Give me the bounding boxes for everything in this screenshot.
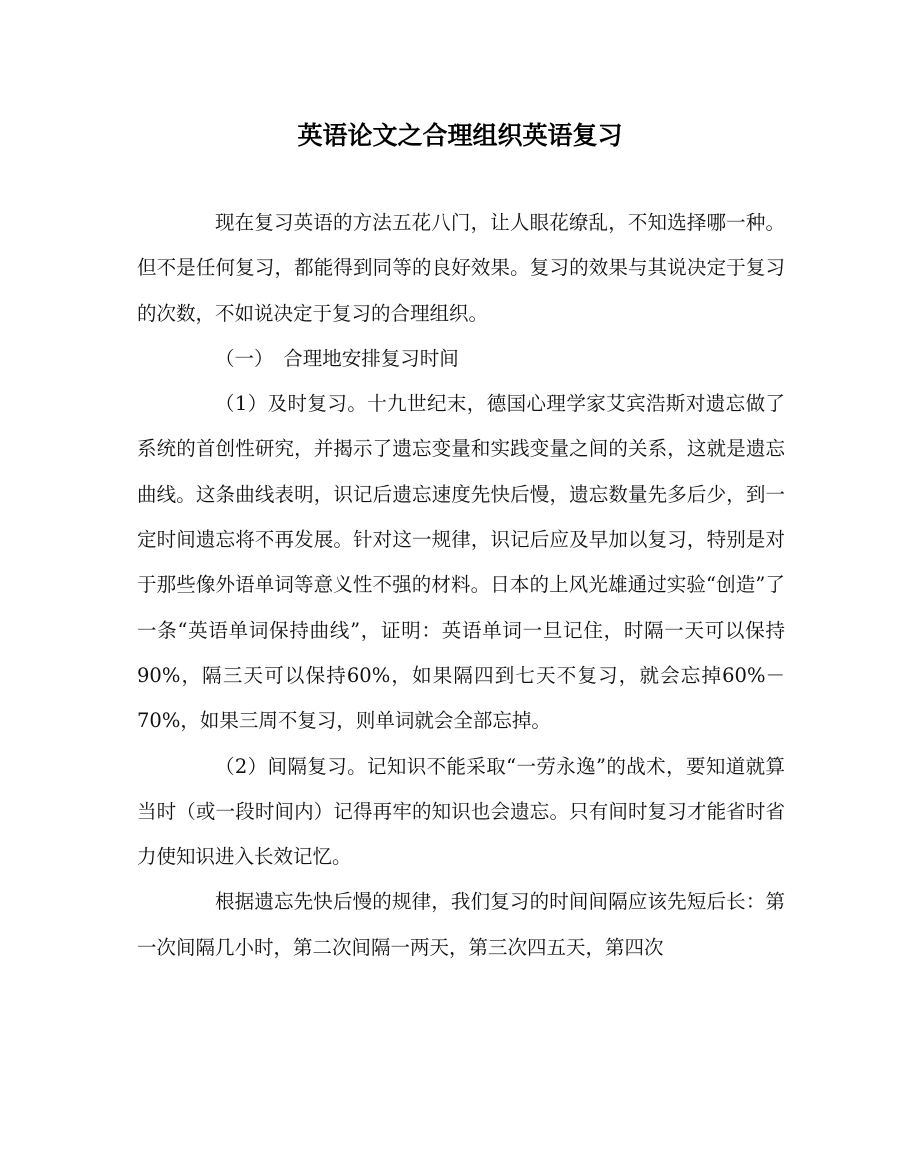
paragraph-intro: 现在复习英语的方法五花八门，让人眼花缭乱，不知选择哪一种。但不是任何复习，都能得到同等的良好效果。复习的效果与其说决定于复习的次数，不如说决定于复习的合理组织。 — [137, 211, 785, 325]
document-body — [137, 200, 785, 970]
paragraph-timely-review: （1）及时复习。十九世纪末，德国心理学家艾宾浩斯对遗忘做了系统的首创性研究，并揭示了遗忘变量和实践变量之间的关系，这就是遗忘曲线。这条曲线表明，识记后遗忘速度先快后慢，遗忘数量先多后少，到一定时间遗忘将不再发展。针对这一规律，识记后应及早加以复习，特别是对于那些像外语单词等意义性不强的材料。日本的上风光雄通过实验“创造”了一条“英语单词保持曲线”，证明：英语单词一旦记住，时隔一天可以保持90%，隔三天可以保持60%，如果隔四到七天不复习，就会忘掉60%－70%，如果三周不复习，则单词就会全部忘掉。 — [137, 392, 785, 733]
paragraph-interval-review: （2）间隔复习。记知识不能采取“一劳永逸”的战术，要知道就算当时（或一段时间内）记得再牢的知识也会遗忘。只有间时复习才能省时省力使知识进入长效记忆。 — [137, 754, 785, 869]
paragraph-interval-schedule: 根据遗忘先快后慢的规律，我们复习的时间间隔应该先短后长：第一次间隔几小时，第二次间隔一两天，第三次四五天，第四次 — [137, 890, 785, 959]
section-heading-review-time: （一） 合理地安排复习时间 — [215, 346, 459, 370]
document-title: 英语论文之合理组织英语复习 — [297, 121, 623, 150]
